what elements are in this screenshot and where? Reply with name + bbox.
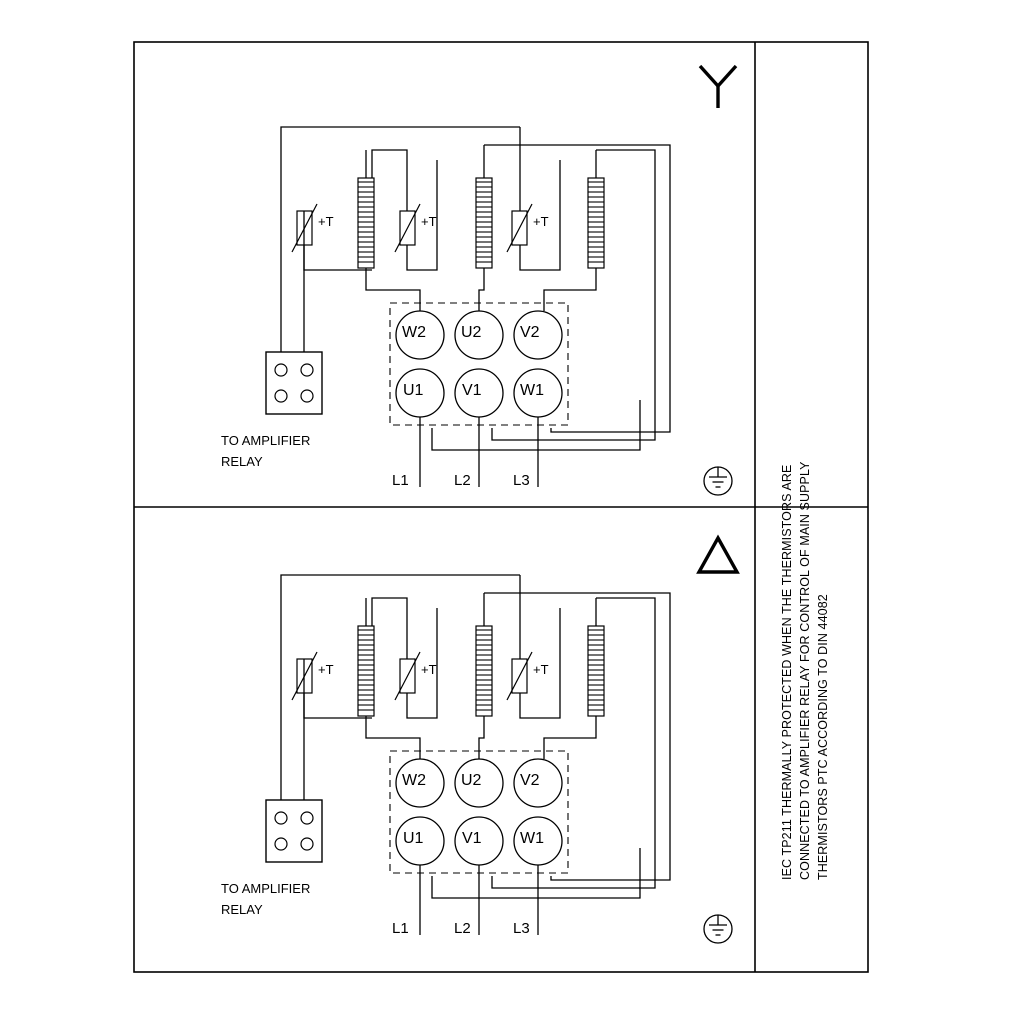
thermistor-3 [507,204,532,252]
amplifier-connection-block [266,800,322,862]
terminal-label-v1: V1 [462,830,482,847]
note-line-2: CONNECTED TO AMPLIFIER RELAY FOR CONTROL OF MAIN SUPPLY [798,461,812,880]
terminal-label-u1: U1 [403,382,424,399]
terminal-label-v1: V1 [462,382,482,399]
amplifier-label-line2: RELAY [221,902,263,917]
thermistor-label-1: +T [318,662,334,677]
note-block [762,360,1002,880]
terminal-label-w1: W1 [520,382,544,399]
earth-ground-icon [704,467,732,495]
winding-coil-1 [358,626,374,716]
note-line-1: IEC TP211 THERMALLY PROTECTED WHEN THE THERMISTORS ARE [780,464,794,880]
motor-terminal-block [390,303,568,425]
phase-label-l2: L2 [454,472,471,489]
terminal-label-v2: V2 [520,772,540,789]
motor-terminal-block [390,751,568,873]
phase-label-l3: L3 [513,472,530,489]
winding-coil-1 [358,178,374,268]
thermistor-2 [395,652,420,700]
thermistor-2 [395,204,420,252]
terminal-label-w2: W2 [402,772,426,789]
delta-triangle-icon [699,538,737,572]
wye-star-icon [700,66,736,108]
winding-coil-2 [476,626,492,716]
terminal-label-w1: W1 [520,830,544,847]
thermistor-label-2: +T [421,214,437,229]
amplifier-label-line2: RELAY [221,454,263,469]
phase-label-l1: L1 [392,472,409,489]
panel-star [266,66,736,495]
earth-ground-icon [704,915,732,943]
thermistor-label-1: +T [318,214,334,229]
thermistor-label-2: +T [421,662,437,677]
thermistor-label-3: +T [533,214,549,229]
thermistor-3 [507,652,532,700]
winding-coil-3 [588,178,604,268]
amplifier-connection-block [266,352,322,414]
winding-coil-2 [476,178,492,268]
amplifier-label-line1: TO AMPLIFIER [221,433,311,448]
phase-label-l3: L3 [513,920,530,937]
phase-label-l1: L1 [392,920,409,937]
panel-delta [266,538,737,943]
terminal-label-u2: U2 [461,324,482,341]
phase-label-l2: L2 [454,920,471,937]
terminal-label-w2: W2 [402,324,426,341]
terminal-label-v2: V2 [520,324,540,341]
note-line-3: THERMISTORS PTC ACCORDING TO DIN 44082 [816,594,830,880]
winding-coil-3 [588,626,604,716]
terminal-label-u1: U1 [403,830,424,847]
thermistor-label-3: +T [533,662,549,677]
amplifier-label-line1: TO AMPLIFIER [221,881,311,896]
terminal-label-u2: U2 [461,772,482,789]
